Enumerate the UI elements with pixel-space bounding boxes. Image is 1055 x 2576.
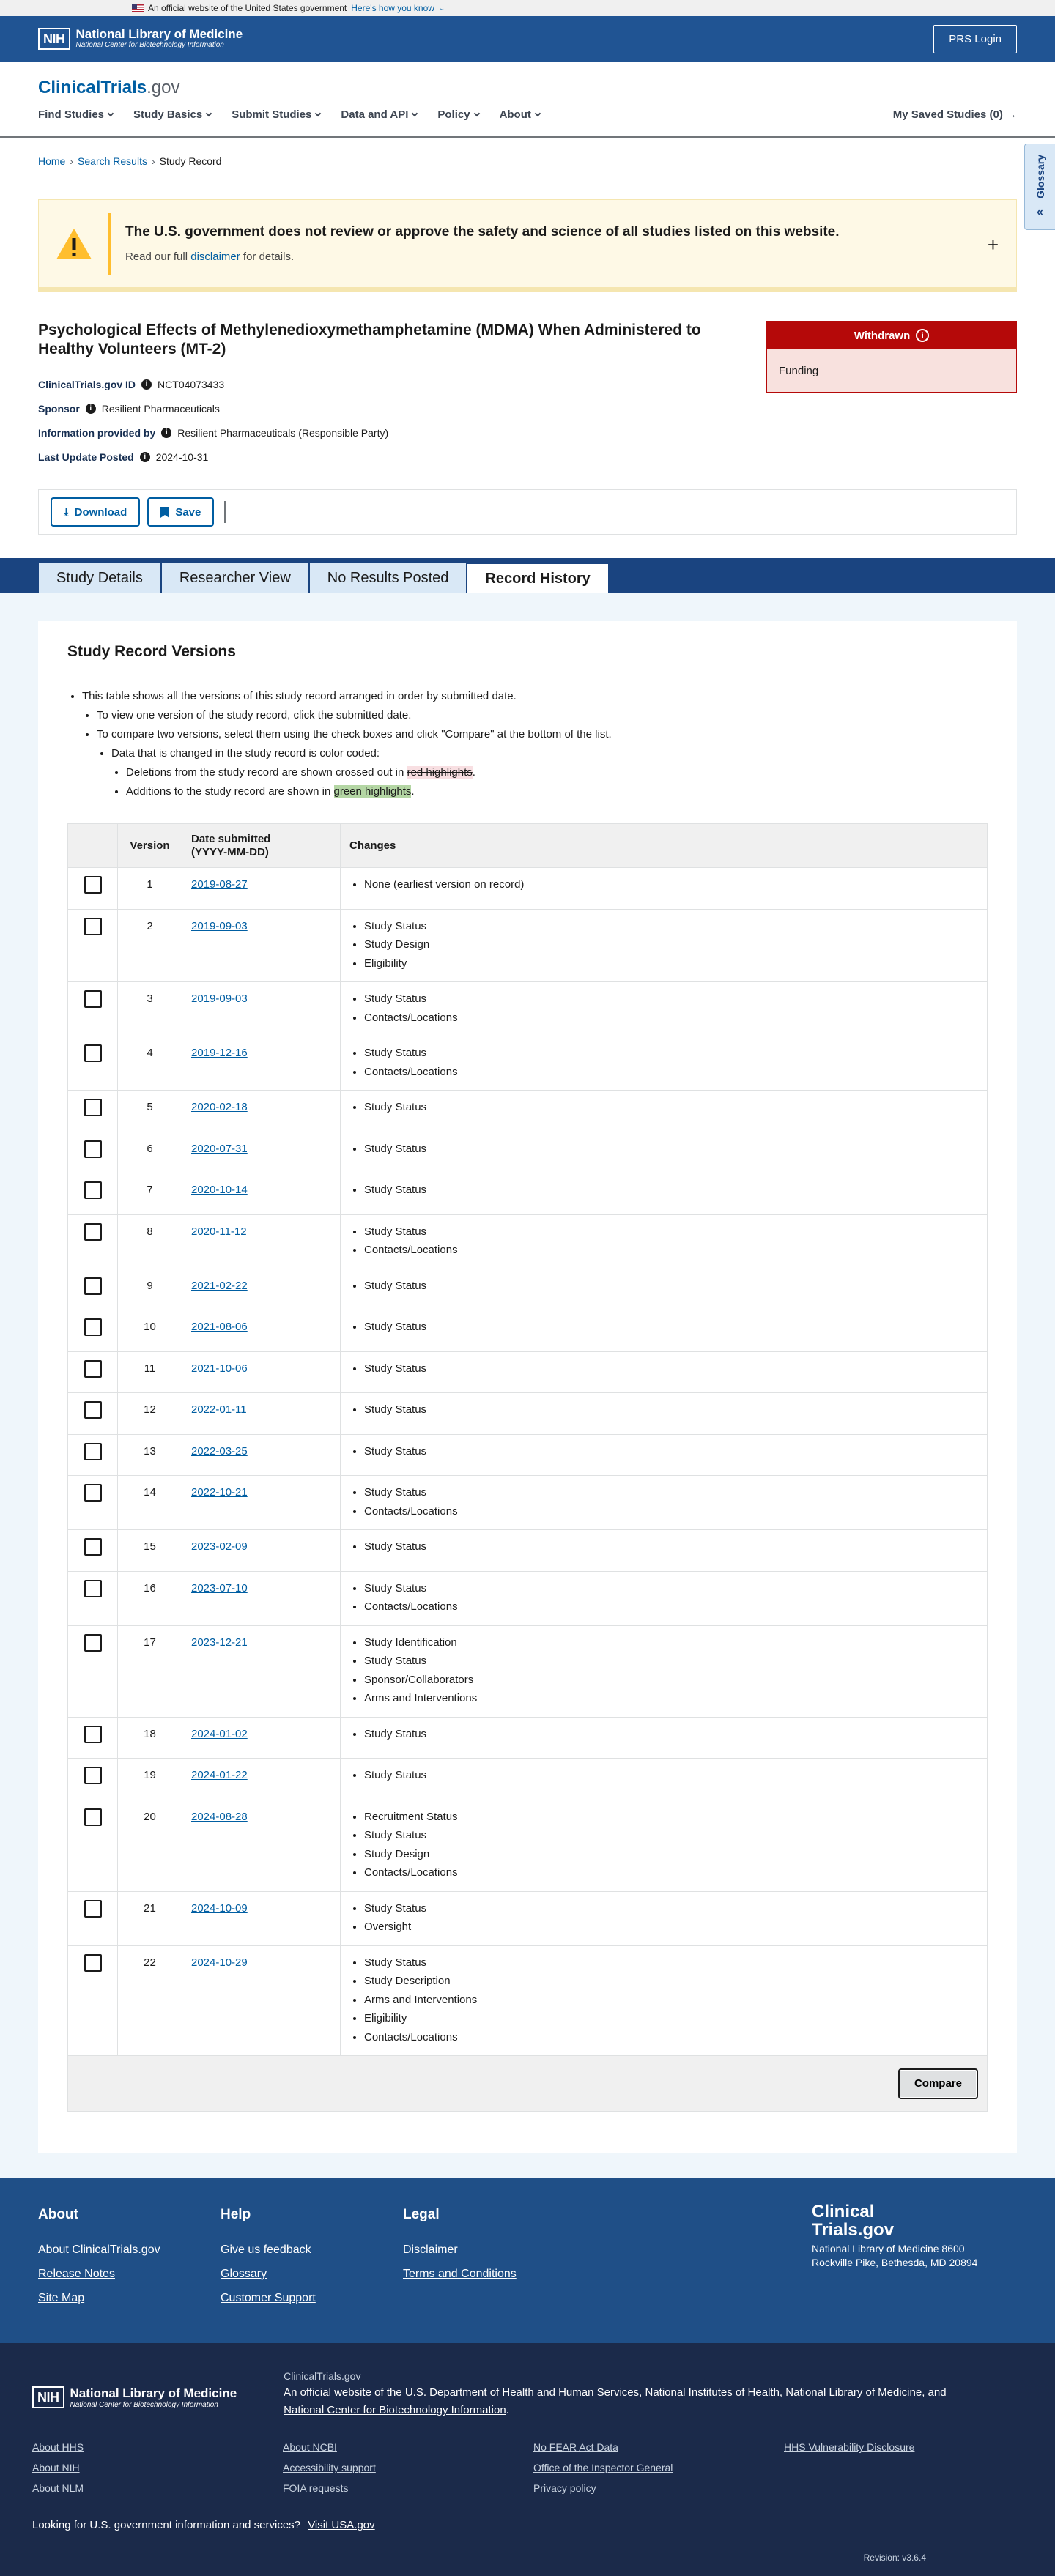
footer-ct-logo[interactable]: Clinical Trials.gov bbox=[812, 2202, 895, 2241]
table-row bbox=[68, 1132, 988, 1173]
change-item: • Study Identification bbox=[364, 1633, 978, 1652]
footer-nlm-logo[interactable]: NIH National Library of Medicine National Center for Biotechnology Information bbox=[32, 2375, 237, 2419]
arrow-right-icon: → bbox=[1006, 108, 1017, 121]
change-item: • Study Status bbox=[364, 1277, 978, 1296]
study-header bbox=[0, 321, 1055, 489]
alert-text: Read our full disclaimer for details. bbox=[125, 250, 295, 263]
version-checkbox[interactable] bbox=[84, 1181, 102, 1199]
version-date-link[interactable]: 2019-09-03 bbox=[191, 992, 248, 1005]
version-checkbox[interactable] bbox=[84, 1808, 102, 1826]
changes-list bbox=[349, 1537, 978, 1556]
change-item: • Contacts/Locations bbox=[364, 1241, 978, 1260]
nih-logo-box: NIH bbox=[38, 28, 70, 50]
breadcrumb-home[interactable]: Home bbox=[38, 155, 66, 167]
changes-list bbox=[349, 1098, 978, 1117]
version-date-link[interactable]: 2023-07-10 bbox=[191, 1581, 248, 1595]
change-item: • Study Status bbox=[364, 990, 978, 1009]
footer-link[interactable]: HHS Vulnerability Disclosure bbox=[784, 2441, 915, 2454]
instruction-item: • To view one version of the study record, click the submitted date. bbox=[97, 706, 988, 725]
footer-help-column bbox=[221, 2207, 403, 2316]
version-checkbox[interactable] bbox=[84, 1223, 102, 1241]
version-date-link[interactable]: 2022-01-11 bbox=[191, 1403, 247, 1416]
footer-link[interactable]: About NLM bbox=[32, 2482, 84, 2495]
site-footer bbox=[0, 2178, 1055, 2343]
change-item: • Study Status bbox=[364, 1899, 978, 1918]
version-date-link[interactable]: 2020-02-18 bbox=[191, 1101, 248, 1113]
version-date-link[interactable]: 2019-12-16 bbox=[191, 1047, 248, 1059]
study-id: NCT04073433 bbox=[158, 378, 225, 390]
green-highlight-sample: green highlights bbox=[333, 785, 412, 798]
main-nav bbox=[38, 108, 1017, 121]
breadcrumb-current: Study Record bbox=[159, 155, 222, 167]
clinicaltrials-logo[interactable]: ClinicalTrials.gov bbox=[38, 78, 180, 97]
changes-list bbox=[349, 1400, 978, 1419]
version-checkbox[interactable] bbox=[84, 1044, 102, 1062]
header-date: Date submitted (YYYY-MM-DD) bbox=[182, 824, 341, 868]
footer-link[interactable]: FOIA requests bbox=[283, 2482, 349, 2495]
changes-list bbox=[349, 1359, 978, 1378]
change-item: • Study Status bbox=[364, 1725, 978, 1744]
footer-help-title: Help bbox=[221, 2207, 251, 2222]
version-date-link[interactable]: 2020-07-31 bbox=[191, 1142, 248, 1155]
provided-by-value: Resilient Pharmaceuticals (Responsible Party) bbox=[177, 426, 389, 439]
changes-list bbox=[349, 1277, 978, 1296]
change-item: • Contacts/Locations bbox=[364, 1009, 978, 1028]
heres-how-you-know-link[interactable]: Here's how you know bbox=[351, 3, 434, 13]
version-date-link[interactable]: 2021-10-06 bbox=[191, 1362, 248, 1375]
footer-link[interactable]: About ClinicalTrials.gov bbox=[38, 2243, 160, 2256]
version-checkbox[interactable] bbox=[84, 1443, 102, 1460]
footer-address: National Library of Medicine 8600 Rockville Pike, Bethesda, MD 20894 bbox=[812, 2243, 978, 2268]
version-checkbox[interactable] bbox=[84, 1726, 102, 1743]
table-footer bbox=[67, 2056, 988, 2112]
instruction-item: • Additions to the study record are shown in green highlights. bbox=[126, 782, 988, 801]
version-number: 2 bbox=[118, 909, 182, 982]
status-reason: Funding bbox=[767, 349, 1016, 392]
version-date-link[interactable]: 2020-10-14 bbox=[191, 1184, 248, 1196]
section-title: Study Record Versions bbox=[67, 643, 236, 660]
changes-list bbox=[349, 1725, 978, 1744]
tab-record-history[interactable]: Record History bbox=[467, 561, 608, 593]
instruction-item: • This table shows all the versions of this study record arranged in order by submitted date. bbox=[82, 687, 988, 706]
disclaimer-alert bbox=[38, 199, 1017, 292]
change-item: • Sponsor/Collaborators bbox=[364, 1671, 978, 1690]
nih-logo-box: NIH bbox=[32, 2386, 64, 2408]
chevron-down-icon: ⌄ bbox=[438, 4, 445, 12]
table-row bbox=[68, 1891, 988, 1945]
footer-link[interactable]: Office of the Inspector General bbox=[533, 2462, 673, 2474]
save-button[interactable]: Save bbox=[147, 497, 214, 527]
table-row bbox=[68, 909, 988, 982]
footer-link[interactable]: Disclaimer bbox=[403, 2243, 458, 2256]
changes-list bbox=[349, 1633, 978, 1708]
change-item: • Contacts/Locations bbox=[364, 1863, 978, 1882]
version-number: 10 bbox=[118, 1310, 182, 1352]
footer-link[interactable]: Customer Support bbox=[221, 2292, 316, 2304]
changes-list bbox=[349, 1579, 978, 1617]
table-row bbox=[68, 982, 988, 1036]
version-number: 5 bbox=[118, 1091, 182, 1132]
version-number: 22 bbox=[118, 1945, 182, 2056]
footer-link[interactable]: Release Notes bbox=[38, 2268, 115, 2280]
info-icon[interactable]: i bbox=[140, 452, 150, 462]
change-item: • Study Status bbox=[364, 1537, 978, 1556]
table-row bbox=[68, 1393, 988, 1435]
table-row bbox=[68, 1214, 988, 1269]
footer-link[interactable]: About NCBI bbox=[283, 2441, 337, 2454]
version-date-link[interactable]: 2019-08-27 bbox=[191, 878, 248, 891]
change-item: • Study Status bbox=[364, 1579, 978, 1598]
table-row bbox=[68, 1717, 988, 1759]
agency-link-ncbi[interactable]: National Center for Biotechnology Information bbox=[284, 2404, 506, 2417]
change-item: • Arms and Interventions bbox=[364, 1689, 978, 1708]
change-item: • Recruitment Status bbox=[364, 1808, 978, 1827]
double-chevron-left-icon: « bbox=[1037, 205, 1043, 218]
version-number: 4 bbox=[118, 1036, 182, 1091]
nav-policy[interactable]: Policy bbox=[437, 108, 478, 121]
nlm-title: National Library of Medicine bbox=[75, 26, 243, 41]
change-item: • Contacts/Locations bbox=[364, 1502, 978, 1521]
version-number: 11 bbox=[118, 1351, 182, 1393]
footer-legal-title: Legal bbox=[403, 2207, 440, 2222]
version-date-link[interactable]: 2021-02-22 bbox=[191, 1279, 248, 1292]
version-number: 13 bbox=[118, 1434, 182, 1476]
info-icon[interactable]: i bbox=[916, 329, 929, 342]
bookmark-icon bbox=[160, 507, 169, 518]
tab-study-details[interactable]: Study Details bbox=[38, 563, 161, 593]
table-row bbox=[68, 1173, 988, 1215]
footer-agency-info bbox=[284, 2368, 965, 2419]
nav-data-and-api[interactable]: Data and API bbox=[341, 108, 417, 121]
change-item: • Study Status bbox=[364, 1483, 978, 1502]
change-item: • Eligibility bbox=[364, 2009, 978, 2028]
header-version: Version bbox=[118, 824, 182, 868]
compare-button[interactable]: Compare bbox=[898, 2068, 978, 2099]
instructions bbox=[67, 687, 988, 801]
changes-list bbox=[349, 1318, 978, 1337]
red-highlight-sample: red highlights bbox=[407, 766, 473, 779]
table-row bbox=[68, 1476, 988, 1530]
changes-list bbox=[349, 1953, 978, 2047]
version-number: 3 bbox=[118, 982, 182, 1036]
version-checkbox[interactable] bbox=[84, 1954, 102, 1972]
version-number: 19 bbox=[118, 1759, 182, 1800]
footer-about-column bbox=[38, 2207, 221, 2316]
change-item: • Study Status bbox=[364, 1766, 978, 1785]
version-number: 18 bbox=[118, 1717, 182, 1759]
version-checkbox[interactable] bbox=[84, 1401, 102, 1419]
version-number: 17 bbox=[118, 1625, 182, 1717]
info-icon[interactable]: i bbox=[161, 428, 171, 438]
version-number: 8 bbox=[118, 1214, 182, 1269]
version-number: 6 bbox=[118, 1132, 182, 1173]
chevron-down-icon bbox=[206, 110, 212, 116]
version-date-link[interactable]: 2022-03-25 bbox=[191, 1444, 248, 1458]
agency-link-hhs[interactable]: U.S. Department of Health and Human Services bbox=[404, 2386, 640, 2399]
my-saved-studies-link[interactable]: My Saved Studies (0) → bbox=[892, 108, 1017, 121]
table-row bbox=[68, 1759, 988, 1800]
gov-banner-text: An official website of the United States government bbox=[148, 3, 347, 13]
warning-icon bbox=[55, 227, 93, 261]
usa-gov-line: Looking for U.S. government information and services? Visit USA.gov bbox=[32, 2519, 375, 2532]
divider bbox=[224, 501, 226, 523]
nav-about[interactable]: About bbox=[500, 108, 540, 121]
footer-link[interactable]: Give us feedback bbox=[221, 2243, 311, 2256]
version-number: 12 bbox=[118, 1393, 182, 1435]
last-update-row: Last Update Posted i 2024-10-31 bbox=[38, 450, 209, 463]
nih-header bbox=[0, 16, 1055, 62]
agency-link-nih[interactable]: National Institutes of Health bbox=[645, 2386, 780, 2399]
version-number: 7 bbox=[118, 1173, 182, 1215]
ct-header bbox=[0, 62, 1055, 138]
change-item: • Eligibility bbox=[364, 954, 978, 973]
version-checkbox[interactable] bbox=[84, 1360, 102, 1378]
version-date-link[interactable]: 2023-12-21 bbox=[191, 1636, 248, 1649]
change-item: • Study Status bbox=[364, 1098, 978, 1117]
change-item: • Study Status bbox=[364, 1826, 978, 1845]
change-item: • Oversight bbox=[364, 1918, 978, 1937]
changes-list bbox=[349, 1766, 978, 1785]
table-row bbox=[68, 1091, 988, 1132]
info-icon[interactable]: i bbox=[141, 379, 152, 390]
changes-list bbox=[349, 1483, 978, 1521]
versions-table bbox=[67, 823, 988, 2056]
version-number: 21 bbox=[118, 1891, 182, 1945]
footer-official-text: An official website of the U.S. Department of Health and Human Services, National Institutes of Health, National Library of Medicine, and National Center for Biotechnology Information. bbox=[284, 2386, 947, 2417]
sponsor-value: Resilient Pharmaceuticals bbox=[101, 402, 220, 415]
version-number: 14 bbox=[118, 1476, 182, 1530]
study-title: Psychological Effects of Methylenedioxymethamphetamine (MDMA) When Administered to Healthy Volunteers (MT-2) bbox=[38, 322, 701, 358]
change-item: • Study Status bbox=[364, 1953, 978, 1972]
version-checkbox[interactable] bbox=[84, 1484, 102, 1502]
footer-brand bbox=[812, 2202, 995, 2269]
instruction-item: • Deletions from the study record are shown crossed out in red highlights. bbox=[126, 763, 988, 782]
version-date-link[interactable]: 2023-02-09 bbox=[191, 1540, 248, 1553]
action-bar bbox=[38, 489, 1017, 535]
version-date-link[interactable]: 2024-08-28 bbox=[191, 1810, 248, 1823]
nav-submit-studies[interactable]: Submit Studies bbox=[232, 108, 320, 121]
footer-link[interactable]: About NIH bbox=[32, 2462, 80, 2474]
alert-title: The U.S. government does not review or approve the safety and science of all studies listed on this website. bbox=[125, 224, 840, 240]
changes-list bbox=[349, 875, 978, 894]
table-row bbox=[68, 1310, 988, 1352]
table-row bbox=[68, 1269, 988, 1310]
change-item: • None (earliest version on record) bbox=[364, 875, 978, 894]
changes-list bbox=[349, 1442, 978, 1461]
tab-researcher-view[interactable]: Researcher View bbox=[161, 563, 309, 593]
change-item: • Study Status bbox=[364, 1442, 978, 1461]
sponsor-row: Sponsor i Resilient Pharmaceuticals bbox=[38, 402, 220, 415]
last-update-value: 2024-10-31 bbox=[155, 450, 209, 463]
version-checkbox[interactable] bbox=[84, 918, 102, 935]
footer-link[interactable]: Site Map bbox=[38, 2292, 85, 2304]
tab-no-results-posted[interactable]: No Results Posted bbox=[309, 563, 467, 593]
change-item: • Contacts/Locations bbox=[364, 1063, 978, 1082]
gov-banner bbox=[0, 0, 1055, 16]
study-tabs bbox=[0, 558, 1055, 593]
agency-link-nlm[interactable]: National Library of Medicine bbox=[785, 2386, 922, 2399]
version-checkbox[interactable] bbox=[84, 1318, 102, 1336]
version-number: 20 bbox=[118, 1800, 182, 1891]
revision-label: Revision: v3.6.4 bbox=[863, 2553, 926, 2563]
change-item: • Study Status bbox=[364, 1652, 978, 1671]
version-number: 15 bbox=[118, 1530, 182, 1572]
table-row bbox=[68, 1530, 988, 1572]
provided-by-row: Information provided by i Resilient Pharmaceuticals (Responsible Party) bbox=[38, 426, 389, 439]
version-number: 16 bbox=[118, 1571, 182, 1625]
changes-list bbox=[349, 1899, 978, 1937]
version-date-link[interactable]: 2024-10-09 bbox=[191, 1901, 248, 1915]
chevron-down-icon bbox=[108, 110, 114, 116]
table-row bbox=[68, 1036, 988, 1091]
version-number: 9 bbox=[118, 1269, 182, 1310]
chevron-down-icon bbox=[473, 110, 479, 116]
change-item: • Study Status bbox=[364, 1140, 978, 1159]
table-header-row bbox=[68, 824, 988, 868]
version-checkbox[interactable] bbox=[84, 990, 102, 1008]
header-changes: Changes bbox=[341, 824, 988, 868]
changes-list bbox=[349, 1222, 978, 1260]
breadcrumb bbox=[0, 154, 1055, 168]
footer-legal-column bbox=[403, 2207, 585, 2316]
version-checkbox[interactable] bbox=[84, 876, 102, 894]
expand-plus-icon[interactable]: + bbox=[987, 234, 999, 256]
change-item: • Study Design bbox=[364, 1845, 978, 1864]
agency-footer bbox=[0, 2343, 1055, 2576]
version-number: 1 bbox=[118, 868, 182, 910]
footer-link[interactable]: Accessibility support bbox=[283, 2462, 376, 2474]
header-select bbox=[68, 824, 118, 868]
breadcrumb-search-results[interactable]: Search Results bbox=[78, 155, 147, 167]
change-item: • Study Status bbox=[364, 1359, 978, 1378]
record-history-card bbox=[38, 621, 1017, 2153]
change-item: • Study Status bbox=[364, 917, 978, 936]
change-item: • Contacts/Locations bbox=[364, 1597, 978, 1617]
version-checkbox[interactable] bbox=[84, 1099, 102, 1116]
chevron-down-icon bbox=[412, 110, 418, 116]
changes-list bbox=[349, 1044, 978, 1081]
chevron-down-icon bbox=[535, 110, 541, 116]
change-item: • Study Design bbox=[364, 935, 978, 954]
footer-site-name: ClinicalTrials.gov bbox=[284, 2370, 361, 2382]
nav-study-basics[interactable]: Study Basics bbox=[133, 108, 211, 121]
nlm-logo[interactable] bbox=[38, 28, 243, 51]
glossary-label: Glossary bbox=[1034, 155, 1046, 198]
disclaimer-link[interactable]: disclaimer bbox=[190, 250, 240, 263]
table-row bbox=[68, 1571, 988, 1625]
status-badge: Withdrawn i bbox=[767, 322, 1016, 349]
table-row bbox=[68, 1351, 988, 1393]
visit-usa-gov-link[interactable]: Visit USA.gov bbox=[308, 2519, 375, 2532]
footer-link[interactable]: No FEAR Act Data bbox=[533, 2441, 618, 2454]
change-item: • Study Status bbox=[364, 1044, 978, 1063]
chevron-right-icon: › bbox=[151, 155, 155, 167]
footer-link[interactable]: About HHS bbox=[32, 2441, 84, 2454]
changes-list bbox=[349, 917, 978, 973]
table-row bbox=[68, 1625, 988, 1717]
version-checkbox[interactable] bbox=[84, 1580, 102, 1597]
record-history-section bbox=[0, 593, 1055, 2178]
prs-login-button[interactable]: PRS Login bbox=[933, 25, 1017, 53]
us-flag-icon bbox=[132, 4, 144, 12]
changes-list bbox=[349, 990, 978, 1027]
footer-link[interactable]: Glossary bbox=[221, 2268, 267, 2280]
ncbi-subtitle: National Center for Biotechnology Information bbox=[75, 41, 224, 50]
nav-find-studies[interactable]: Find Studies bbox=[38, 108, 113, 121]
version-date-link[interactable]: 2021-08-06 bbox=[191, 1321, 248, 1333]
version-date-link[interactable]: 2019-09-03 bbox=[191, 919, 248, 932]
change-item: • Contacts/Locations bbox=[364, 2028, 978, 2047]
glossary-tab[interactable] bbox=[1024, 144, 1055, 230]
version-checkbox[interactable] bbox=[84, 1140, 102, 1158]
change-item: • Study Status bbox=[364, 1222, 978, 1241]
footer-link[interactable]: Privacy policy bbox=[533, 2482, 596, 2495]
version-date-link[interactable]: 2022-10-21 bbox=[191, 1486, 248, 1499]
version-date-link[interactable]: 2020-11-12 bbox=[191, 1225, 247, 1238]
change-item: • Arms and Interventions bbox=[364, 1991, 978, 2010]
footer-bottom-links bbox=[32, 2441, 1023, 2494]
changes-list bbox=[349, 1181, 978, 1200]
change-item: • Study Description bbox=[364, 1972, 978, 1991]
change-item: • Study Status bbox=[364, 1181, 978, 1200]
changes-list bbox=[349, 1808, 978, 1882]
change-item: • Study Status bbox=[364, 1318, 978, 1337]
download-button[interactable]: ⤓ Download bbox=[51, 497, 140, 527]
footer-link[interactable]: Terms and Conditions bbox=[403, 2268, 517, 2280]
version-date-link[interactable]: 2024-01-02 bbox=[191, 1727, 248, 1740]
version-date-link[interactable]: 2024-01-22 bbox=[191, 1769, 248, 1781]
version-checkbox[interactable] bbox=[84, 1538, 102, 1556]
download-icon: ⤓ bbox=[64, 505, 69, 519]
table-row bbox=[68, 1434, 988, 1476]
version-checkbox[interactable] bbox=[84, 1900, 102, 1918]
version-date-link[interactable]: 2024-10-29 bbox=[191, 1956, 248, 1969]
footer-about-title: About bbox=[38, 2207, 78, 2222]
version-checkbox[interactable] bbox=[84, 1277, 102, 1295]
version-checkbox[interactable] bbox=[84, 1767, 102, 1784]
instruction-item: • Data that is changed in the study record is color coded: bbox=[111, 744, 988, 763]
chevron-down-icon bbox=[315, 110, 321, 116]
changes-list bbox=[349, 1140, 978, 1159]
version-checkbox[interactable] bbox=[84, 1634, 102, 1652]
table-row bbox=[68, 868, 988, 910]
instruction-item: • To compare two versions, select them using the check boxes and click "Compare" at the bottom of the list. bbox=[97, 725, 988, 744]
table-row bbox=[68, 1945, 988, 2056]
status-box bbox=[766, 321, 1017, 393]
table-row bbox=[68, 1800, 988, 1891]
info-icon[interactable]: i bbox=[86, 404, 96, 414]
study-id-row: ClinicalTrials.gov ID i NCT04073433 bbox=[38, 378, 225, 390]
change-item: • Study Status bbox=[364, 1400, 978, 1419]
chevron-right-icon: › bbox=[70, 155, 74, 167]
